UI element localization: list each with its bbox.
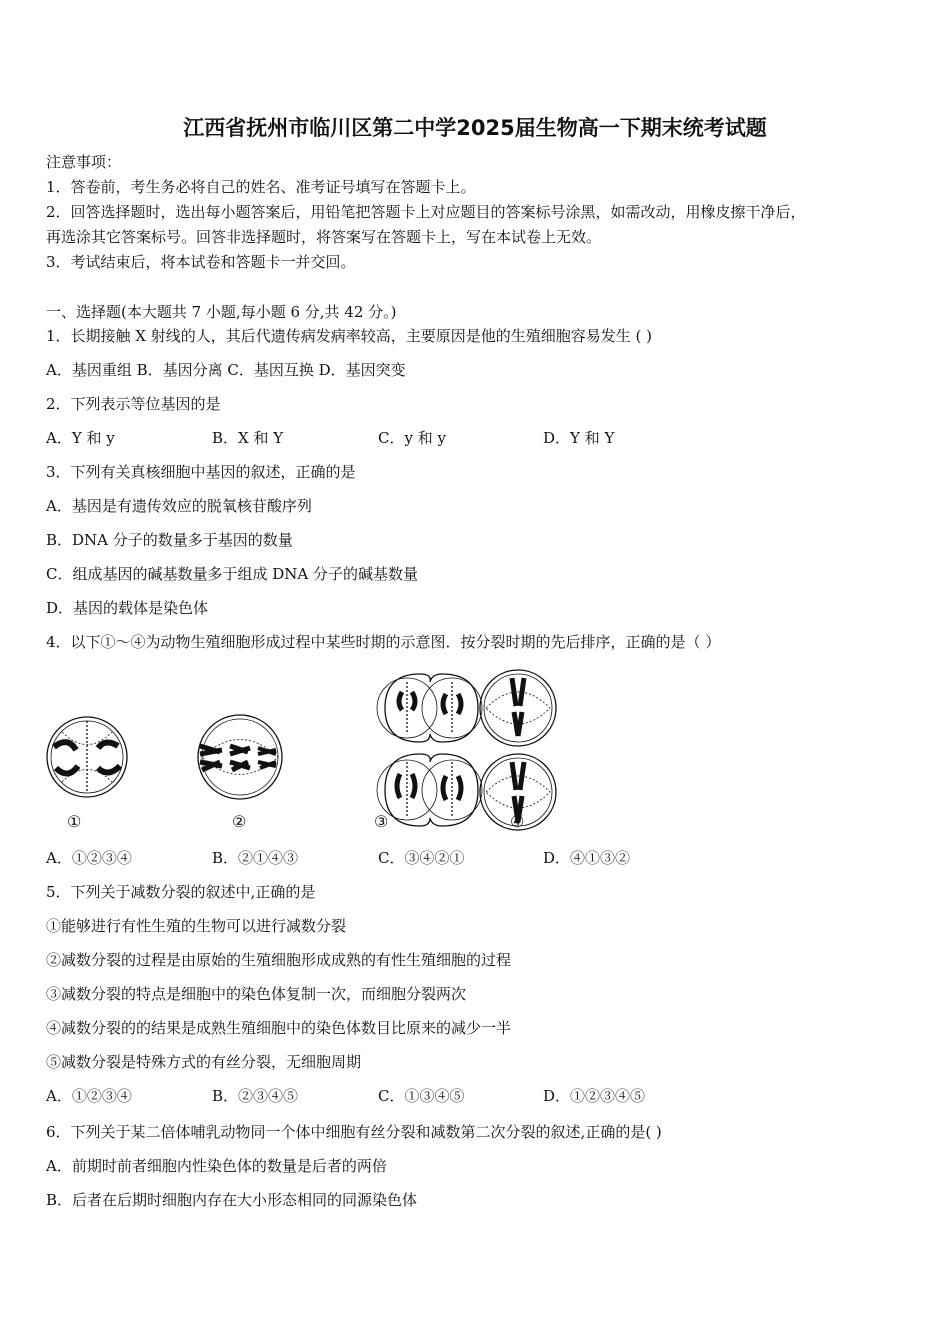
question-5-stem: 5．下列关于减数分裂的叙述中,正确的是 [46, 883, 316, 901]
question-5-statement: ③减数分裂的特点是细胞中的染色体复制一次，而细胞分裂两次 [46, 985, 467, 1003]
question-6-option-a: A．前期时前者细胞内性染色体的数量是后者的两倍 [46, 1157, 387, 1175]
question-4-stem: 4．以下①～④为动物生殖细胞形成过程中某些时期的示意图．按分裂时期的先后排序，正确的是（ ） [46, 633, 721, 651]
question-2-option-a: A．Y 和 y [46, 429, 115, 447]
notice-item: 3．考试结束后，将本试卷和答题卡一并交回。 [46, 253, 356, 271]
figure-label-3: ③ [374, 812, 389, 831]
question-2-stem: 2．下列表示等位基因的是 [46, 395, 221, 413]
question-4-option-b: B．②①④③ [212, 849, 299, 867]
section-heading: 一、选择题(本大题共 7 小题,每小题 6 分,共 42 分。) [46, 303, 397, 321]
figure-label-2: ② [232, 812, 247, 831]
question-5-statement: ①能够进行有性生殖的生物可以进行减数分裂 [46, 917, 347, 935]
question-6-option-b: B．后者在后期时细胞内存在大小形态相同的同源染色体 [46, 1191, 418, 1209]
question-3-option-c: C．组成基因的碱基数量多于组成 DNA 分子的碱基数量 [46, 565, 418, 583]
figure-label-1: ① [67, 812, 82, 831]
question-1-stem: 1．长期接触 X 射线的人，其后代遗传病发病率较高，主要原因是他的生殖细胞容易发生 ( ) [46, 327, 653, 345]
question-2-option-c: C．y 和 y [378, 429, 446, 447]
question-2-option-b: B．X 和 Y [212, 429, 284, 447]
question-5-statement: ②减数分裂的过程是由原始的生殖细胞形成成熟的有性生殖细胞的过程 [46, 951, 512, 969]
question-4-option-a: A．①②③④ [46, 849, 132, 867]
question-5-option-b: B．②③④⑤ [212, 1087, 299, 1105]
page-title: 江西省抚州市临川区第二中学2025届生物高一下期末统考试题 [183, 116, 767, 140]
cell-diagram-2 [198, 715, 282, 799]
question-5-option-a: A．①②③④ [46, 1087, 132, 1105]
cell-diagrams-svg [40, 662, 580, 838]
question-3-option-d: D．基因的载体是染色体 [46, 599, 209, 617]
question-4-option-c: C．③④②① [378, 849, 465, 867]
notice-item: 再选涂其它答案标号。回答非选择题时，将答案写在答题卡上，写在本试卷上无效。 [46, 228, 602, 246]
question-3-stem: 3．下列有关真核细胞中基因的叙述，正确的是 [46, 463, 356, 481]
question-5-statement: ⑤减数分裂是特殊方式的有丝分裂，无细胞周期 [46, 1053, 362, 1071]
question-2-option-d: D．Y 和 Y [543, 429, 615, 447]
question-3-option-b: B．DNA 分子的数量多于基因的数量 [46, 531, 293, 549]
question-5-option-d: D．①②③④⑤ [543, 1087, 646, 1105]
question-3-option-a: A．基因是有遗传效应的脱氧核苷酸序列 [46, 497, 312, 515]
notice-item: 1．答卷前，考生务必将自己的姓名、准考证号填写在答题卡上。 [46, 178, 476, 196]
notice-item: 2．回答选择题时，选出每小题答案后，用铅笔把答题卡上对应题目的答案标号涂黑，如需改动，用橡皮擦干净后， [46, 203, 806, 221]
cell-diagram-4 [480, 670, 556, 830]
question-6-stem: 6．下列关于某二倍体哺乳动物同一个体中细胞有丝分裂和减数第二次分裂的叙述,正确的是( ) [46, 1123, 662, 1141]
cell-diagram-1 [47, 717, 127, 797]
notice-heading: 注意事项： [46, 153, 122, 171]
cell-division-figure [40, 662, 580, 838]
cell-diagram-3 [377, 674, 482, 826]
figure-label-4: ④ [510, 812, 525, 831]
question-1-options: A．基因重组 B．基因分离 C．基因互换 D．基因突变 [46, 361, 406, 379]
question-5-statement: ④减数分裂的的结果是成熟生殖细胞中的染色体数目比原来的减少一半 [46, 1019, 512, 1037]
question-5-option-c: C．①③④⑤ [378, 1087, 465, 1105]
question-4-option-d: D．④①③② [543, 849, 631, 867]
